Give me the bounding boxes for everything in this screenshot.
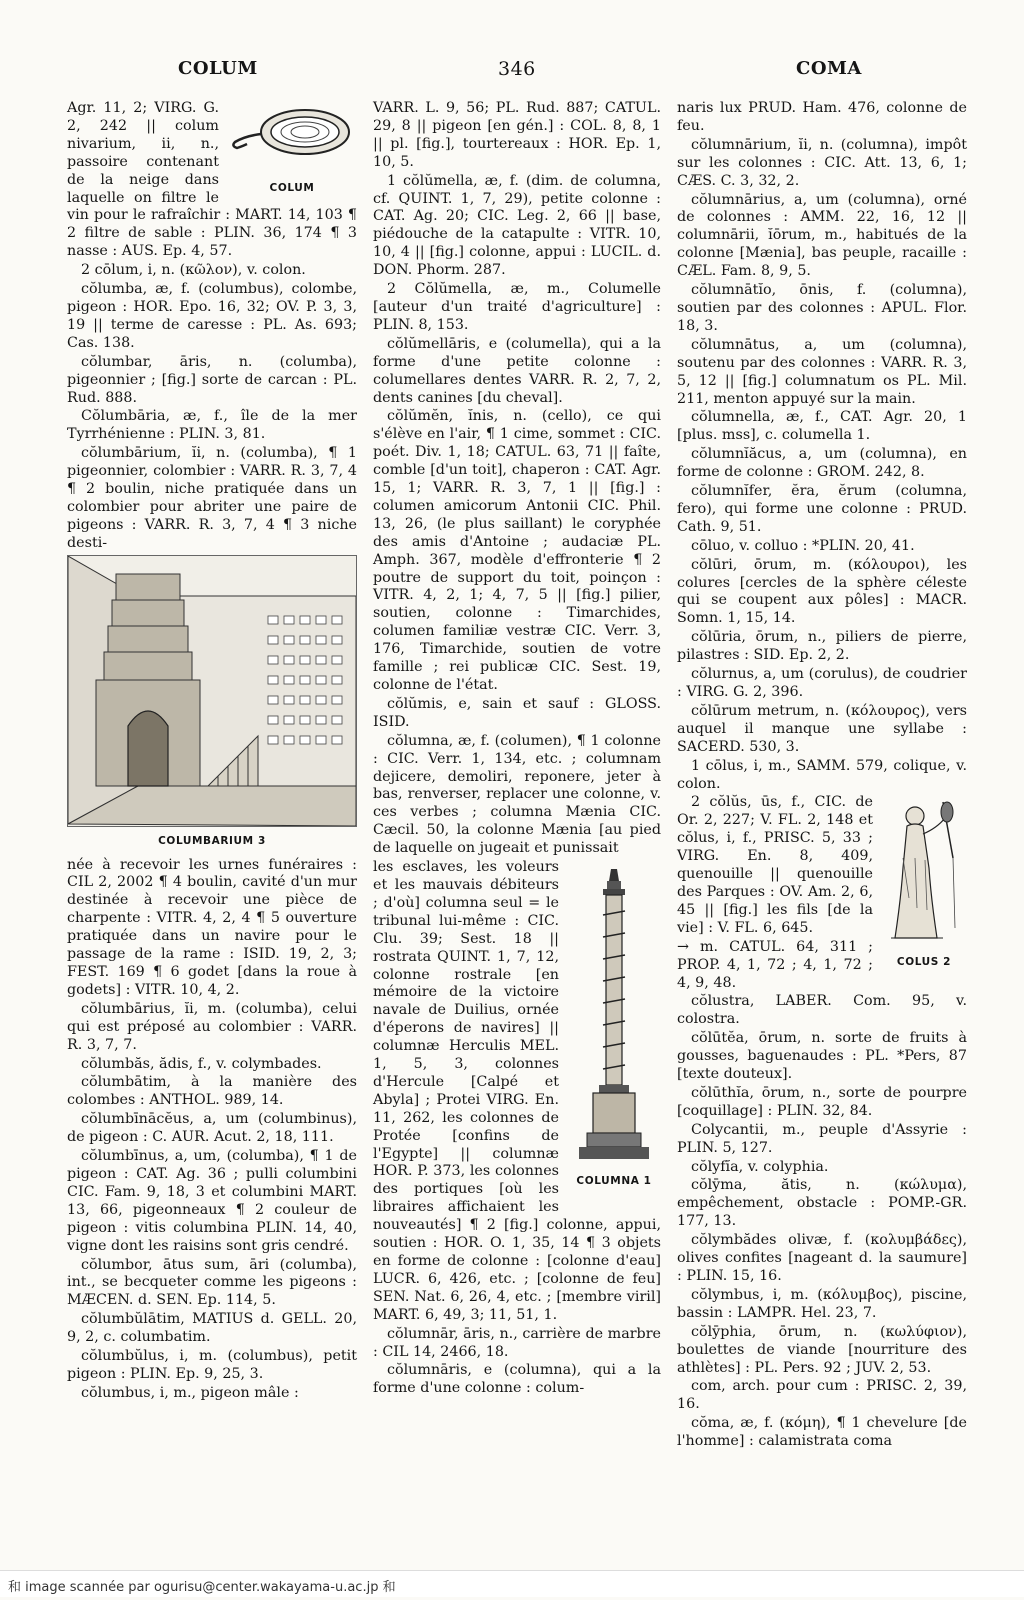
entry-columbas: cŏlumbăs, ădis, f., v. colymbades. xyxy=(81,1055,322,1072)
entry-colyphia: cŏlȳphia, ōrum, n. (κωλύφιον), boulettes de viande [nourriture des athlètes] : PL. Pers. 92 ; JUV. 2, 53. xyxy=(677,1323,967,1376)
entry-colurum-metrum: cŏlūrum metrum, n. (κόλουρος), vers auquel il manque une syllabe : SACERD. 530, 3. xyxy=(677,702,967,755)
figure-columna xyxy=(567,865,661,1197)
entry-colus-2-masculine: → m. CATUL. 64, 311 ; PROP. 4, 1, 72 ; 4, 1, 72 ; 4, 9, 48. xyxy=(677,938,873,991)
figure-caption-colum: COLUM xyxy=(269,181,315,194)
entry-colymbus: cŏlymbus, i, m. (κόλυμβος), piscine, bassin : LAMPR. Hel. 23, 7. xyxy=(677,1286,967,1321)
page-number: 346 xyxy=(498,58,536,80)
entry-columbinus: cŏlumbīnus, a, um, (columba), ¶ 1 de pigeon : CAT. Ag. 36 ; pulli columbini CIC. Fam. 9, 18, 3 et columbini MART. 13, 66, pigeonneaux ¶ 2 couleur de pigeon : vitis columbina PLIN. 14, 40, vigne dont les raisins sont gris cendré. xyxy=(67,1148,357,1254)
entry-columnar: cŏlumnār, āris, n., carrière de marbre : CIL 14, 2466, 18. xyxy=(373,1325,661,1360)
entry-columnella: cŏlumnella, æ, f., CAT. Agr. 20, 1 [plus. mss], c. columella 1. xyxy=(677,409,967,444)
entry-columbar: cŏlumbar, āris, n. (columba), pigeonnier ; [fig.] sorte de carcan : PL. Rud. 888. xyxy=(67,353,357,406)
columbarium-illustration xyxy=(68,556,356,826)
entry-columbarium: cŏlumbārium, ĭi, n. (columba), ¶ 1 pigeonnier, colombier : VARR. R. 3, 7, 4 ¶ 2 boulin, niche pratiquée dans un colombier pour abriter une paire de pigeons : VARR. R. 3, 7, 4 ¶ 3 niche desti- xyxy=(67,445,357,551)
entry-columna-cont: les esclaves, les voleurs et les mauvais débiteurs ; d'où] columna seul = le tribunal lui-même : CIC. Clu. 39; Sest. 18 || rostrata QUINT. 1, 7, 12, colonne rostrale [en mémoire de la victoire navale de Duilius, ornée d'éperons de navires] || columnæ Herculis MEL. 1, 5, 3, colonnes d'Hercule [Calpé et Abyla] ; Protei VIRG. En. 11, 262, les colonnes de Protée [confins de l'Egypte] || columnæ HOR. P. 373, les colonnes des portiques [où les libraires affichaient les nouveautés] ¶ 2 [fig.] colonne, appui, soutien : HOR. O. 1, 35, 14 ¶ 3 objets en forme de colonne : [colonne d'eau] LUCR. 6, 426, etc. ; [colonne de feu] SEN. Nat. 6, 26, 4, etc. ; [membre viril] MART. 6, 49, 3; 11, 51, 1. xyxy=(373,859,661,1323)
page-header xyxy=(0,58,1024,88)
figure-columbarium xyxy=(67,555,357,827)
entry-colus-1: 1 cōlus, i, m., SAMM. 579, colique, v. colon. xyxy=(677,757,967,792)
entry-columbulatim: cŏlumbŭlātim, MATIUS d. GELL. 20, 9, 2, c. columbatim. xyxy=(67,1311,357,1346)
entry-columella-2: 2 Cŏlŭmella, æ, m., Columelle [auteur d'un traité d'agriculture] : PLIN. 8, 153. xyxy=(373,281,661,333)
column-2 xyxy=(373,100,661,1399)
entry-columnatio: cŏlumnātĭo, ōnis, f. (columna), soutien par des colonnes : APUL. Flor. 18, 3. xyxy=(677,282,967,334)
scan-credit-bar xyxy=(0,1570,1024,1597)
entry-colus-2: 2 cŏlŭs, ūs, f., CIC. de Or. 2, 227; V. FL. 2, 148 et cŏlus, i, f., PRISC. 5, 33 ; VIRG. En. 8, 409, quenouille || quenouille des Parques : OV. Am. 2, 6, 45 || [fig.] les fils [de la vie] : V. FL. 6, 645. xyxy=(677,794,873,936)
entry-coluri: cŏlūri, ōrum, m. (κόλουροι), les colures [cercles de la sphère céleste qui se coupent aux pôles] : MACR. Somn. 1, 15, 14. xyxy=(677,556,967,627)
entry-columbinaceus: cŏlumbīnācĕus, a, um (columbinus), de pigeon : C. AUR. Acut. 2, 18, 111. xyxy=(67,1111,357,1146)
scan-credit-text: 和 image scannée par ogurisu@center.wakayama-u.ac.jp 和 xyxy=(8,1580,396,1595)
entry-columellaris: cŏlŭmellāris, e (columella), qui a la forme d'une petite colonne : columellares dentes VARR. R. 2, 7, 2, dents canines [du cheval]. xyxy=(373,335,661,406)
entry-columbulus: cŏlumbŭlus, i, m. (columbus), petit pigeon : PLIN. Ep. 9, 25, 3. xyxy=(67,1348,357,1382)
entry-columbus: cŏlumbus, i, m., pigeon mâle : xyxy=(81,1384,299,1401)
entry-coluthia: cŏlūthĭa, ōrum, n., sorte de pourpre [coquillage] : PLIN. 32, 84. xyxy=(677,1084,967,1119)
entry-coma: cŏma, æ, f. (κόμη), ¶ 1 chevelure [de l'homme] : calamistrata coma xyxy=(677,1415,967,1450)
entry-columbus-cont: VARR. L. 9, 56; PL. Rud. 887; CATUL. 29, 8 || pigeon [en gén.] : COL. 8, 8, 1 || pl. [fig.], tourtereaux : HOR. Ep. 1, 10, 5. xyxy=(373,100,661,170)
entry-colum-nivarium: Agr. 11, 2; VIRG. G. 2, 242 || colum nivarium, ii, n., passoire contenant de la neige dans laquelle on filtre le vin pour le rafraîchir : MART. 14, 103 ¶ 2 filtre de sable : PLIN. 36, 174 ¶ 3 nasse : AUS. Ep. 4, 57. xyxy=(67,100,357,260)
entry-columbarius: cŏlumbārius, ĭi, m. (columba), celui qui est préposé au colombier : VARR. R. 3, 7, 7. xyxy=(67,1000,357,1053)
entry-coluria: cŏlūria, ōrum, n., piliers de pierre, pilastres : SID. Ep. 2, 2. xyxy=(677,629,967,664)
entry-columba: cŏlumba, æ, f. (columbus), colombe, pigeon : HOR. Epo. 16, 32; OV. P. 3, 3, 19 || terme de caresse : PL. As. 693; Cas. 138. xyxy=(67,281,357,351)
figure-caption-colus: COLUS 2 xyxy=(896,956,952,969)
entry-columnaris: cŏlumnāris, e (columna), qui a la forme d'une colonne : colum- xyxy=(373,1362,661,1397)
colum-strainer-illustration xyxy=(227,104,357,174)
header-left-guideword: COLUM xyxy=(178,58,258,79)
figure-caption-columbarium: COLUMBARIUM 3 xyxy=(158,834,266,847)
entry-columnifer: cŏlumnĭfer, ĕra, ĕrum (columna, fero), qui forme une colonne : PRUD. Cath. 9, 51. xyxy=(677,483,967,535)
column-1 xyxy=(67,100,357,1404)
figure-caption-columna: COLUMNA 1 xyxy=(576,1174,652,1187)
colus-spinning-woman-illustration xyxy=(881,798,967,948)
column-3 xyxy=(677,100,967,1452)
figure-colum xyxy=(227,104,357,198)
entry-columniacus: cŏlumnĭăcus, a, um (columna), en forme de colonne : GROM. 242, 8. xyxy=(677,446,967,481)
entry-columnarius: cŏlumnārius, a, um (columna), orné de colonnes : AMM. 22, 16, 12 || columnārii, ĭōrum, m., habitués de la colonne [Mænia], bas peuple, racaille : CÆL. Fam. 8, 9, 5. xyxy=(677,191,967,280)
entry-com: com, arch. pour cum : PRISC. 2, 39, 16. xyxy=(677,1378,967,1413)
header-right-guideword: COMA xyxy=(796,58,862,79)
entry-columbarium-cont: née à recevoir les urnes funéraires : CIL 2, 2002 ¶ 4 boulin, cavité d'un mur destinée à recevoir une pièce de charpente : VITR. 4, 2, 4 ¶ 5 ouverture pratiquée dans un navire pour le passage de la rame : ISID. 19, 2, 3; FEST. 169 ¶ 6 godet [dans la roue à godets] : VITR. 10, 4, 2. xyxy=(67,856,357,998)
entry-coluo: cōluo, v. colluo : *PLIN. 20, 41. xyxy=(691,537,915,554)
entry-colycantii: Colycantii, m., peuple d'Assyrie : PLIN. 5, 127. xyxy=(677,1121,967,1156)
entry-colustra: cŏlustra, LABER. Com. 95, v. colostra. xyxy=(677,993,967,1028)
entry-columen: cŏlŭmĕn, ĭnis, n. (cello), ce qui s'élève en l'air, ¶ 1 cime, sommet : CIC. poét. Div. 1, 18; CATUL. 63, 71 || faîte, comble [d'un toit], chaperon : CAT. Agr. 15, 1; VARR. R. 3, 7, 1 || [fig.] : columen amicorum Antonii CIC. Phil. 13, 26, (le plus saillant) le coryphée des amis d'Antoine ; audaciæ PL. Amph. 367, modèle d'effronterie ¶ 2 poutre de support du toit, poinçon : VITR. 4, 2, 1; 4, 7, 5 || [fig.] pilier, soutien, colonne : Timarchides, columen familiæ vestræ CIC. Verr. 3, 176, Timarchide, soutien de votre famille ; rei publicæ CIC. Sest. 19, colonne de l'état. xyxy=(373,408,661,693)
entry-colyma: cŏlȳma, ătis, n. (κώλυμα), empêchement, obstacle : POMP.-GR. 177, 13. xyxy=(677,1177,967,1230)
entry-columis: cŏlŭmis, e, sain et sauf : GLOSS. ISID. xyxy=(373,695,661,730)
entry-colum-2: 2 cōlum, i, n. (κῶλον), v. colon. xyxy=(81,262,306,279)
entry-colutea: cŏlūtĕa, ōrum, n. sorte de fruits à gousses, baguenaudes : PL. *Pers, 87 [texte douteux]. xyxy=(677,1030,967,1083)
figure-colus xyxy=(881,798,967,972)
entry-columbor: cŏlumbor, ātus sum, āri (columba), int., se becqueter comme les pigeons : MÆCEN. d. SEN. Ep. 114, 5. xyxy=(67,1256,357,1309)
entry-columbaria: Cŏlumbāria, æ, f., île de la mer Tyrrhénienne : PLIN. 3, 81. xyxy=(67,408,357,443)
entry-columnarium: cŏlumnārium, ĭi, n. (columna), impôt sur les colonnes : CIC. Att. 13, 6, 1; CÆS. C. 3, 32, 2. xyxy=(677,136,967,189)
entry-columbatim: cŏlumbātim, à la manière des colombes : ANTHOL. 989, 14. xyxy=(67,1074,357,1109)
entry-columella-1: 1 cŏlŭmella, æ, f. (dim. de columna, cf. QUINT. 1, 7, 29), petite colonne : CAT. Ag. 20; CIC. Leg. 2, 66 || base, piédouche de la catapulte : VITR. 10, 10, 4 || [fig.] colonne, appui : LUCIL. d. DON. Phorm. 287. xyxy=(373,172,661,279)
entry-colurnus: cŏlurnus, a, um (corulus), de coudrier : VIRG. G. 2, 396. xyxy=(677,666,967,700)
entry-columnaris-cont: naris lux PRUD. Ham. 476, colonne de feu. xyxy=(677,100,967,134)
columna-rostrata-illustration xyxy=(567,865,661,1165)
entry-columna: cŏlumna, æ, f. (columen), ¶ 1 colonne : CIC. Verr. 1, 134, etc. ; columnam dejicere, demoliri, reponere, jeter à bas, renverser, replacer une colonne, v. ces verbes ; columna Mænia CIC. Cæcil. 50, la colonne Mænia [au pied de laquelle on jugeait et punissait xyxy=(373,732,661,857)
entry-colyfia: cŏlyfĭa, v. colyphia. xyxy=(691,1158,829,1175)
entry-columnatus: cŏlumnātus, a, um (columna), soutenu par des colonnes : VARR. R. 3, 5, 12 || [fig.] columnatum os PL. Mil. 211, menton appuyé sur la main. xyxy=(677,336,967,407)
entry-colymbades: cŏlymbădes olivæ, f. (κολυμβάδες), olives confites [nageant d. la saumure] : PLIN. 15, 16. xyxy=(677,1232,967,1284)
